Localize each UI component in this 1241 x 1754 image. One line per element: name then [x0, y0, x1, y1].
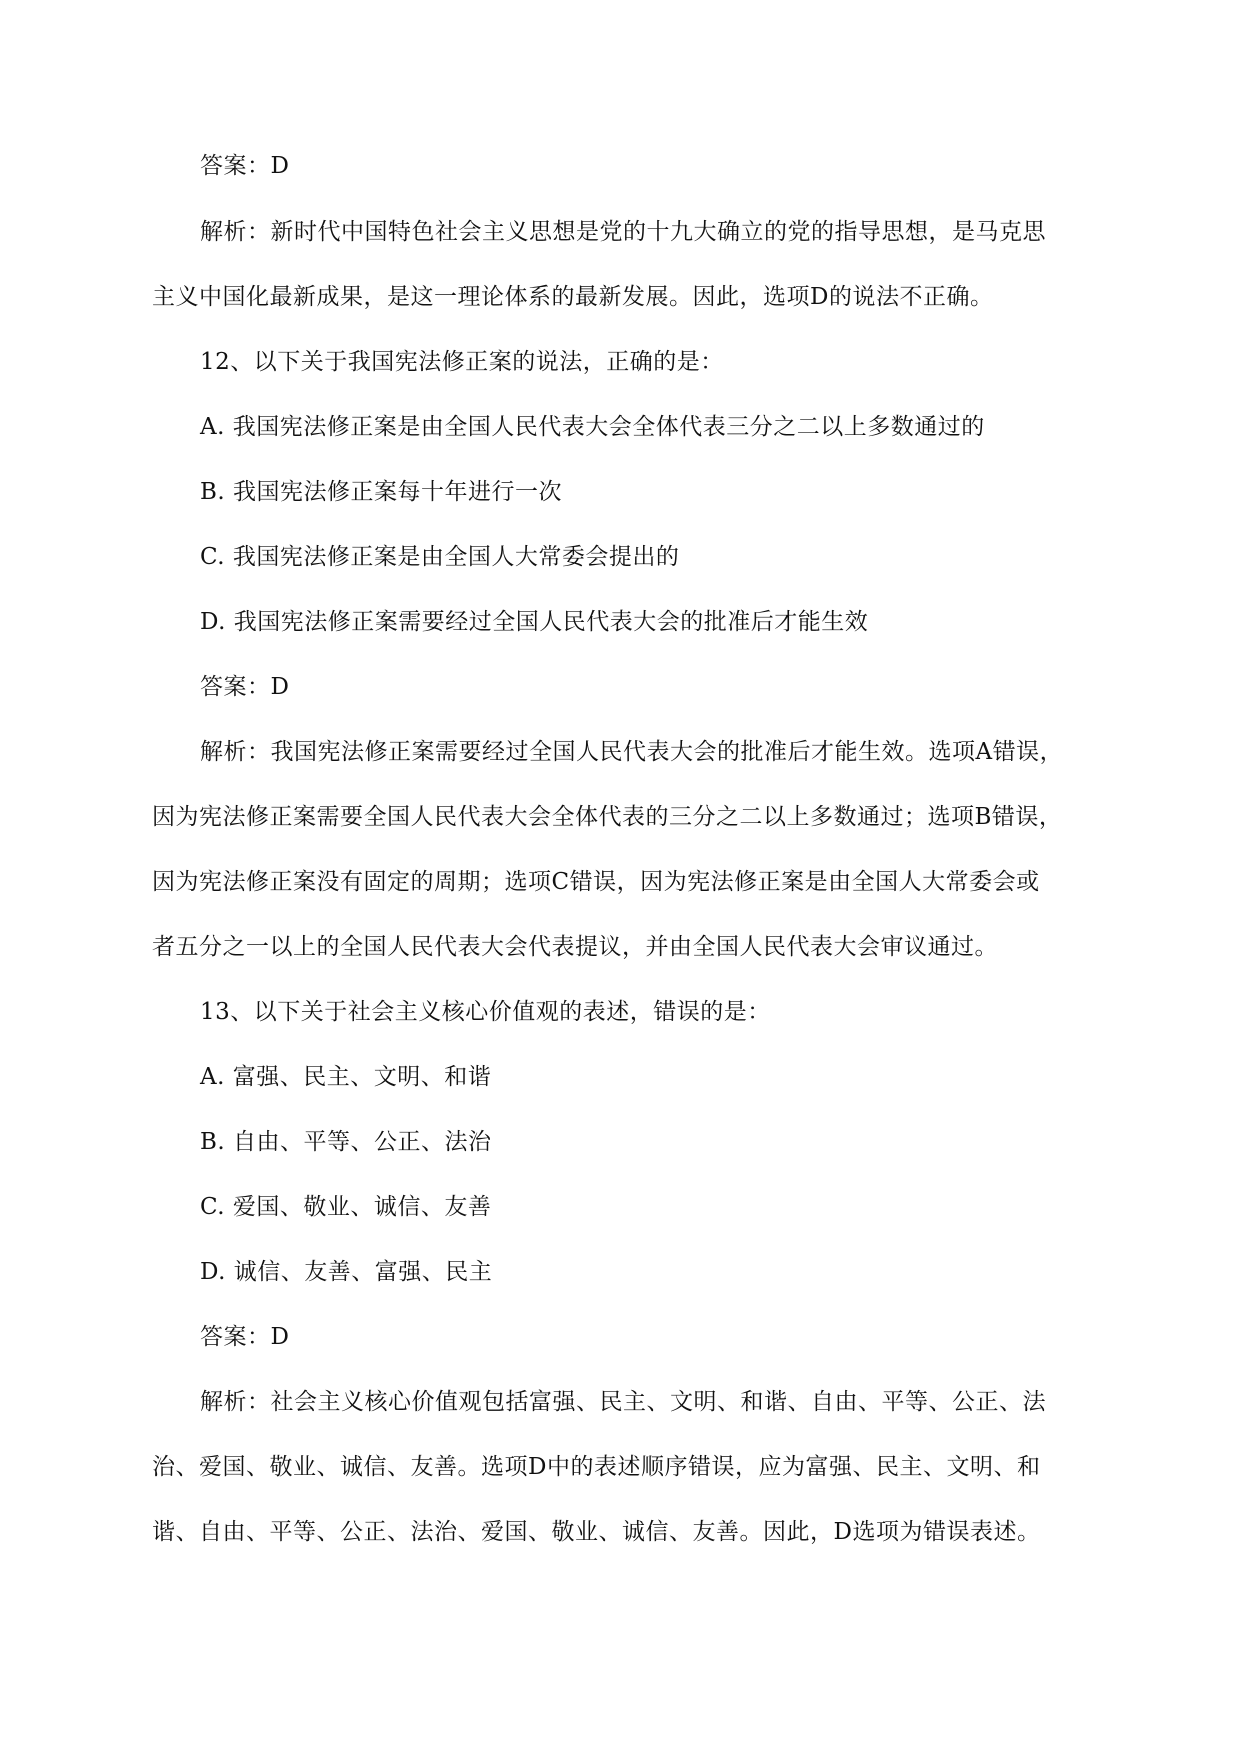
answer-12: 答案：D — [200, 674, 290, 700]
explanation-12-line-4: 者五分之一以上的全国人民代表大会代表提议，并由全国人民代表大会审议通过。 — [152, 934, 998, 960]
question-13-option-b: B. 自由、平等、公正、法治 — [200, 1129, 492, 1155]
explanation-12-line-1: 解析：我国宪法修正案需要经过全国人民代表大会的批准后才能生效。选项A错误， — [200, 739, 1064, 765]
question-12-option-d: D. 我国宪法修正案需要经过全国人民代表大会的批准后才能生效 — [200, 609, 869, 635]
question-12-option-b: B. 我国宪法修正案每十年进行一次 — [200, 479, 563, 505]
explanation-13-line-2: 治、爱国、敬业、诚信、友善。选项D中的表述顺序错误，应为富强、民主、文明、和 — [152, 1454, 1041, 1480]
question-13-option-a: A. 富强、民主、文明、和谐 — [200, 1064, 492, 1090]
explanation-11-line-1: 解析：新时代中国特色社会主义思想是党的十九大确立的党的指导思想，是马克思 — [200, 219, 1046, 245]
explanation-12-line-3: 因为宪法修正案没有固定的周期；选项C错误，因为宪法修正案是由全国人大常委会或 — [152, 869, 1040, 895]
explanation-11-line-2: 主义中国化最新成果，是这一理论体系的最新发展。因此，选项D的说法不正确。 — [152, 284, 994, 310]
question-12: 12、以下关于我国宪法修正案的说法，正确的是： — [200, 349, 724, 375]
question-13: 13、以下关于社会主义核心价值观的表述，错误的是： — [200, 999, 771, 1025]
answer-11: 答案：D — [200, 153, 290, 179]
explanation-13-line-1: 解析：社会主义核心价值观包括富强、民主、文明、和谐、自由、平等、公正、法 — [200, 1389, 1046, 1415]
explanation-12-line-2: 因为宪法修正案需要全国人民代表大会全体代表的三分之二以上多数通过；选项B错误， — [152, 804, 1063, 830]
question-13-option-c: C. 爱国、敬业、诚信、友善 — [200, 1194, 492, 1220]
question-12-option-c: C. 我国宪法修正案是由全国人大常委会提出的 — [200, 544, 680, 570]
explanation-13-line-3: 谐、自由、平等、公正、法治、爱国、敬业、诚信、友善。因此，D选项为错误表述。 — [152, 1519, 1041, 1545]
question-13-option-d: D. 诚信、友善、富强、民主 — [200, 1259, 493, 1285]
answer-13: 答案：D — [200, 1324, 290, 1350]
question-12-option-a: A. 我国宪法修正案是由全国人民代表大会全体代表三分之二以上多数通过的 — [200, 414, 985, 440]
